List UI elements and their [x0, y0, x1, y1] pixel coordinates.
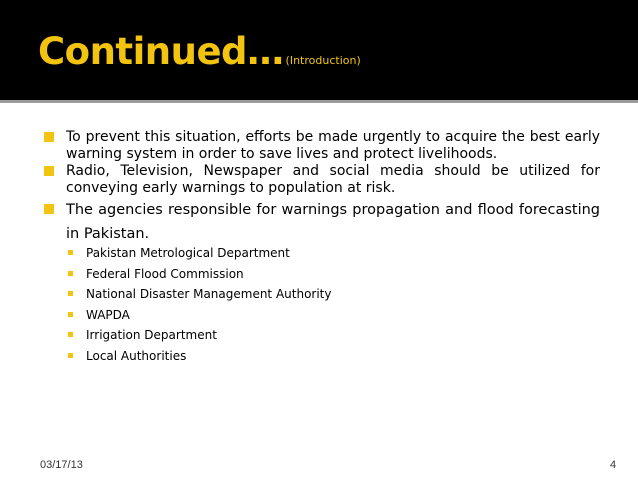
small-square-bullet-icon	[68, 250, 73, 255]
sub-bullet-text: Federal Flood Commission	[86, 266, 244, 281]
bullet-item	[44, 163, 600, 197]
title-divider	[0, 100, 638, 103]
sub-bullet-item	[68, 266, 332, 287]
small-square-bullet-icon	[68, 312, 73, 317]
sub-bullet-text: National Disaster Management Authority	[86, 287, 332, 302]
sub-bullet-text: Pakistan Metrological Department	[86, 246, 290, 260]
footer-date: 03/17/13	[40, 459, 83, 471]
sub-bullet-text: Irrigation Department	[86, 328, 217, 343]
slide-subtitle: (Introduction)	[285, 54, 361, 67]
sub-bullet-list	[68, 245, 332, 369]
sub-bullet-item	[68, 348, 332, 369]
bullet-item	[44, 129, 600, 163]
square-bullet-icon	[44, 166, 54, 176]
small-square-bullet-icon	[68, 271, 73, 276]
bullet-text: Radio, Television, Newspaper and social media should be utilized for conveying early warnings to population at risk.	[66, 163, 600, 196]
sub-bullet-item	[68, 327, 332, 348]
square-bullet-icon	[44, 132, 54, 142]
sub-bullet-text: WAPDA	[86, 307, 130, 322]
sub-bullet-item	[68, 286, 332, 307]
square-bullet-icon	[44, 204, 54, 214]
sub-bullet-item	[68, 307, 332, 328]
sub-bullet-item	[68, 245, 332, 266]
slide-title-text: Continued…	[38, 30, 284, 73]
slide-number: 4	[610, 459, 617, 471]
slide-title	[38, 30, 361, 73]
title-bar	[0, 0, 638, 100]
bullet-list	[44, 129, 600, 246]
small-square-bullet-icon	[68, 353, 73, 358]
bullet-text: The agencies responsible for warnings propagation and flood forecasting in Pakistan.	[66, 202, 600, 242]
small-square-bullet-icon	[68, 291, 73, 296]
small-square-bullet-icon	[68, 332, 73, 337]
sub-bullet-text: Local Authorities	[86, 348, 187, 363]
bullet-item	[44, 198, 600, 246]
bullet-text: To prevent this situation, efforts be made urgently to acquire the best early warning system in order to save lives and protect livelihoods.	[66, 129, 600, 162]
